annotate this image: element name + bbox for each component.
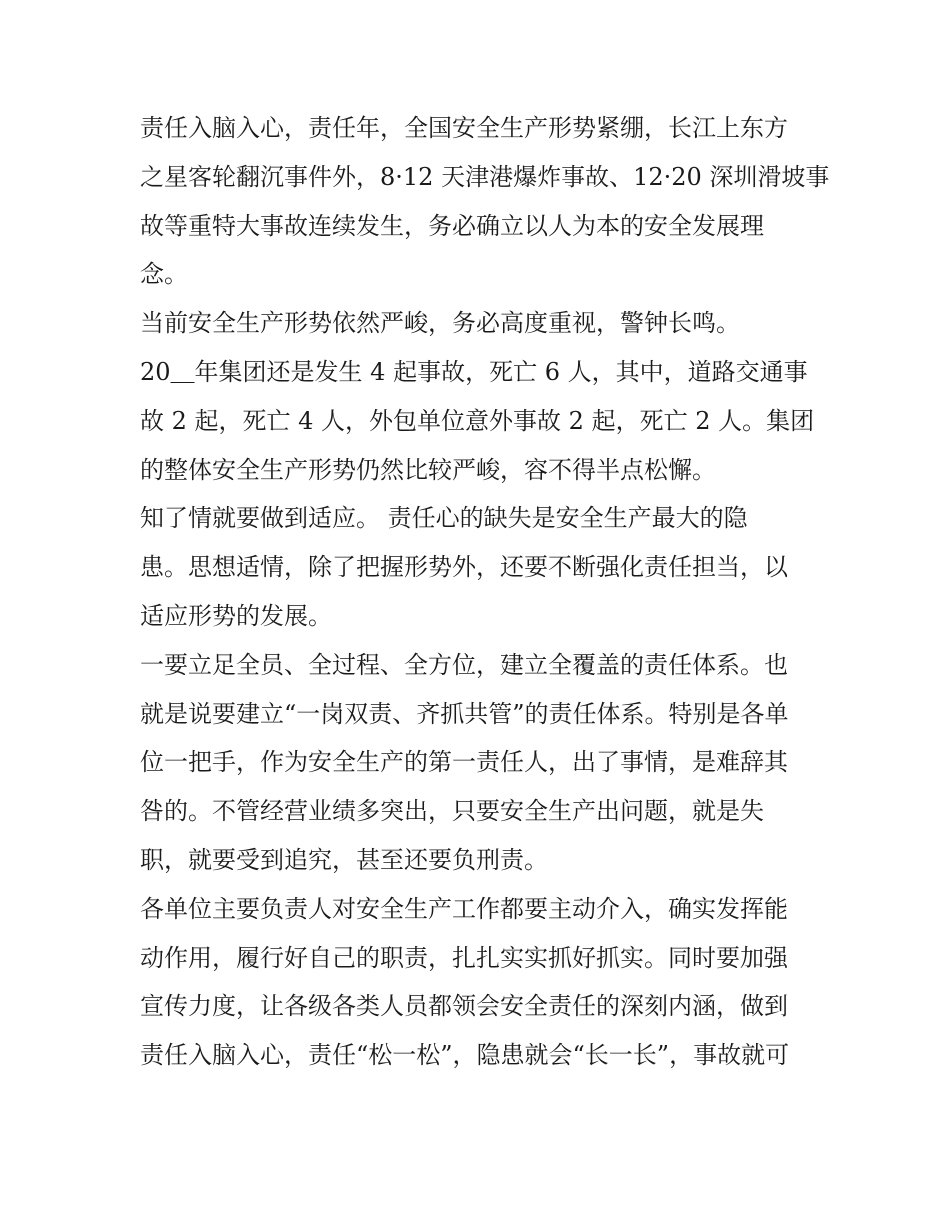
text-line: 故 2 起，死亡 4 人，外包单位意外事故 2 起，死亡 2 人。集团 [140, 406, 815, 435]
text-line: 职，就要受到追究，甚至还要负刑责。 [140, 845, 548, 874]
text-line: 之星客轮翻沉事件外，8·12 天津港爆炸事故、12·20 深圳滑坡事 [140, 162, 830, 191]
text-line: 念。 [140, 260, 188, 289]
text-line: 故等重特大事故连续发生，务必确立以人为本的安全发展理 [140, 211, 764, 240]
text-line: 当前安全生产形势依然严峻，务必高度重视，警钟长鸣。 [140, 309, 740, 338]
text-line: 位一把手，作为安全生产的第一责任人，出了事情，是难辞其 [140, 748, 788, 777]
text-line: 责任入脑入心，责任“松一松”，隐患就会“长一长”，事故就可 [140, 1041, 790, 1070]
text-line: 的整体安全生产形势仍然比较严峻，容不得半点松懈。 [140, 455, 716, 484]
text-line: 知了情就要做到适应。 责任心的缺失是安全生产最大的隐 [140, 504, 748, 533]
text-line: 责任入脑入心，责任年，全国安全生产形势紧绷，长江上东方 [140, 114, 788, 142]
text-line: 患。思想适情，除了把握形势外，还要不断强化责任担当，以 [140, 553, 788, 582]
text-line: 各单位主要负责人对安全生产工作都要主动介入，确实发挥能 [140, 894, 788, 923]
text-line: 适应形势的发展。 [140, 601, 332, 630]
text-line: 宣传力度，让各级各类人员都领会安全责任的深刻内涵，做到 [140, 992, 788, 1021]
text-line: 就是说要建立“一岗双责、齐抓共管”的责任体系。特别是各单 [140, 699, 789, 728]
text-line: 20＿年集团还是发生 4 起事故，死亡 6 人，其中，道路交通事 [140, 357, 808, 386]
document-body [140, 104, 830, 1080]
text-line: 咎的。不管经营业绩多突出，只要安全生产出问题，就是失 [140, 797, 764, 826]
text-line: 动作用，履行好自己的职责，扎扎实实抓好抓实。同时要加强 [140, 943, 788, 972]
text-line: 一要立足全员、全过程、全方位，建立全覆盖的责任体系。也 [140, 650, 788, 679]
